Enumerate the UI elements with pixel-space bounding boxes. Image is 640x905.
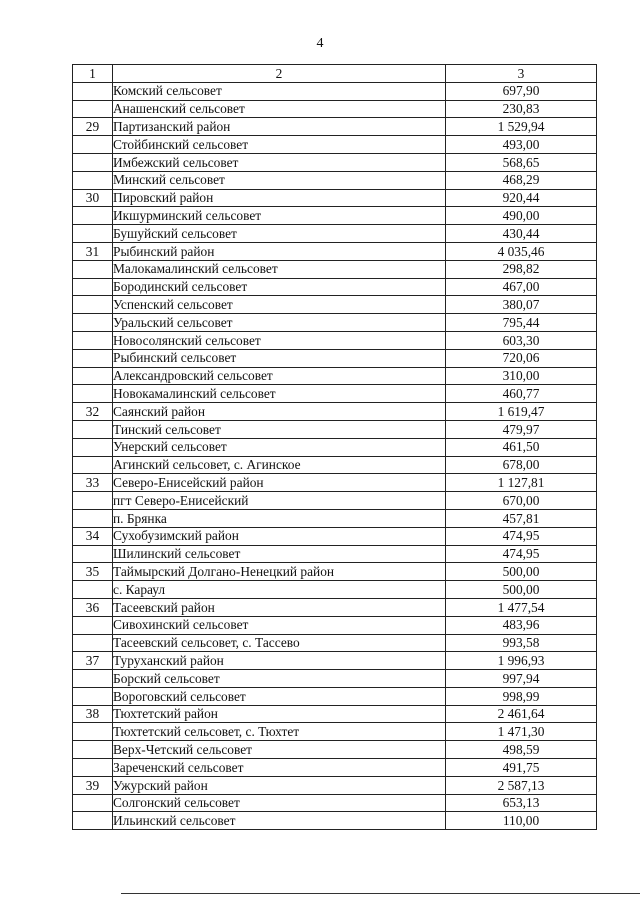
table-row [73, 545, 597, 563]
table-row [73, 367, 597, 385]
row-name: Рыбинский сельсовет [113, 349, 446, 367]
row-name: с. Караул [113, 581, 446, 599]
row-value: 1 477,54 [446, 598, 597, 616]
row-number [73, 278, 113, 296]
row-number [73, 616, 113, 634]
row-value: 1 127,81 [446, 474, 597, 492]
row-name: Бородинский сельсовет [113, 278, 446, 296]
row-name: Шилинский сельсовет [113, 545, 446, 563]
row-number [73, 349, 113, 367]
row-value: 1 619,47 [446, 403, 597, 421]
table-row [73, 456, 597, 474]
row-number [73, 687, 113, 705]
table-row [73, 759, 597, 777]
row-number [73, 296, 113, 314]
row-number [73, 314, 113, 332]
row-name: Партизанский район [113, 118, 446, 136]
row-name: Борский сельсовет [113, 670, 446, 688]
table-row [73, 670, 597, 688]
row-value: 467,00 [446, 278, 597, 296]
table-row [73, 705, 597, 723]
table-row [73, 509, 597, 527]
row-value: 653,13 [446, 794, 597, 812]
table-row [73, 225, 597, 243]
row-value: 2 587,13 [446, 776, 597, 794]
table-row [73, 492, 597, 510]
row-value: 720,06 [446, 349, 597, 367]
table-row [73, 314, 597, 332]
row-value: 430,44 [446, 225, 597, 243]
row-name: п. Брянка [113, 509, 446, 527]
row-value: 474,95 [446, 527, 597, 545]
row-number [73, 759, 113, 777]
row-name: Саянский район [113, 403, 446, 421]
row-name: Таймырский Долгано-Ненецкий район [113, 563, 446, 581]
row-number [73, 171, 113, 189]
row-number [73, 794, 113, 812]
table-row [73, 171, 597, 189]
table-row [73, 153, 597, 171]
table-row [73, 100, 597, 118]
row-name: Имбежский сельсовет [113, 153, 446, 171]
row-name: Тасеевский район [113, 598, 446, 616]
table-row [73, 563, 597, 581]
table-row [73, 296, 597, 314]
row-value: 678,00 [446, 456, 597, 474]
column-header-name: 2 [113, 65, 446, 83]
row-name: Пировский район [113, 189, 446, 207]
row-number [73, 153, 113, 171]
row-name: Тюхтетский район [113, 705, 446, 723]
table-header-row [73, 65, 597, 83]
row-value: 468,29 [446, 171, 597, 189]
row-value: 498,59 [446, 741, 597, 759]
row-number [73, 207, 113, 225]
row-name: Сивохинский сельсовет [113, 616, 446, 634]
row-number [73, 331, 113, 349]
row-name: Туруханский район [113, 652, 446, 670]
footer-divider [121, 893, 640, 894]
row-name: Тинский сельсовет [113, 420, 446, 438]
table-row [73, 420, 597, 438]
row-number [73, 82, 113, 100]
row-name: Солгонский сельсовет [113, 794, 446, 812]
table-row [73, 794, 597, 812]
row-name: Тасеевский сельсовет, с. Тассево [113, 634, 446, 652]
row-name: Малокамалинский сельсовет [113, 260, 446, 278]
row-number: 38 [73, 705, 113, 723]
row-name: Агинский сельсовет, с. Агинское [113, 456, 446, 474]
row-name: Новосолянский сельсовет [113, 331, 446, 349]
table-row [73, 723, 597, 741]
row-number [73, 812, 113, 830]
row-name: Унерский сельсовет [113, 438, 446, 456]
row-value: 920,44 [446, 189, 597, 207]
row-number [73, 581, 113, 599]
row-number: 36 [73, 598, 113, 616]
row-number: 37 [73, 652, 113, 670]
table-row [73, 242, 597, 260]
row-name: Сухобузимский район [113, 527, 446, 545]
row-number: 30 [73, 189, 113, 207]
row-value: 457,81 [446, 509, 597, 527]
page-number: 4 [316, 36, 324, 51]
row-number: 32 [73, 403, 113, 421]
row-number: 31 [73, 242, 113, 260]
table-row [73, 776, 597, 794]
row-number [73, 225, 113, 243]
table-row [73, 385, 597, 403]
row-value: 568,65 [446, 153, 597, 171]
row-name: Тюхтетский сельсовет, с. Тюхтет [113, 723, 446, 741]
row-value: 310,00 [446, 367, 597, 385]
row-number: 29 [73, 118, 113, 136]
table-row [73, 741, 597, 759]
table-row [73, 598, 597, 616]
row-value: 500,00 [446, 581, 597, 599]
row-value: 795,44 [446, 314, 597, 332]
table-row [73, 581, 597, 599]
row-name: Ужурский район [113, 776, 446, 794]
row-number: 33 [73, 474, 113, 492]
row-value: 697,90 [446, 82, 597, 100]
table-row [73, 403, 597, 421]
row-name: Новокамалинский сельсовет [113, 385, 446, 403]
row-number [73, 100, 113, 118]
row-number [73, 509, 113, 527]
row-number: 35 [73, 563, 113, 581]
row-name: Стойбинский сельсовет [113, 136, 446, 154]
row-name: Комский сельсовет [113, 82, 446, 100]
row-name: Уральский сельсовет [113, 314, 446, 332]
column-header-number: 1 [73, 65, 113, 83]
row-name: Зареченский сельсовет [113, 759, 446, 777]
row-value: 110,00 [446, 812, 597, 830]
table-row [73, 136, 597, 154]
row-value: 998,99 [446, 687, 597, 705]
row-name: Минский сельсовет [113, 171, 446, 189]
row-name: Рыбинский район [113, 242, 446, 260]
row-number: 34 [73, 527, 113, 545]
table-row [73, 82, 597, 100]
allocation-table [72, 64, 597, 830]
row-number [73, 385, 113, 403]
row-value: 491,75 [446, 759, 597, 777]
row-value: 460,77 [446, 385, 597, 403]
row-value: 380,07 [446, 296, 597, 314]
row-value: 1 529,94 [446, 118, 597, 136]
row-number: 39 [73, 776, 113, 794]
row-number [73, 438, 113, 456]
table-row [73, 474, 597, 492]
row-value: 493,00 [446, 136, 597, 154]
table-row [73, 207, 597, 225]
row-name: Александровский сельсовет [113, 367, 446, 385]
row-name: Верх-Четский сельсовет [113, 741, 446, 759]
row-name: Успенский сельсовет [113, 296, 446, 314]
table-row [73, 189, 597, 207]
row-number [73, 367, 113, 385]
row-name: Ильинский сельсовет [113, 812, 446, 830]
table-row [73, 260, 597, 278]
row-value: 483,96 [446, 616, 597, 634]
row-value: 2 461,64 [446, 705, 597, 723]
row-value: 4 035,46 [446, 242, 597, 260]
table-row [73, 278, 597, 296]
row-number [73, 492, 113, 510]
row-name: пгт Северо-Енисейский [113, 492, 446, 510]
row-number [73, 741, 113, 759]
row-value: 1 996,93 [446, 652, 597, 670]
row-value: 479,97 [446, 420, 597, 438]
row-number [73, 136, 113, 154]
table-row [73, 438, 597, 456]
row-value: 670,00 [446, 492, 597, 510]
table-row [73, 634, 597, 652]
table-row [73, 616, 597, 634]
row-name: Северо-Енисейский район [113, 474, 446, 492]
row-value: 997,94 [446, 670, 597, 688]
table-row [73, 527, 597, 545]
row-value: 603,30 [446, 331, 597, 349]
row-name: Вороговский сельсовет [113, 687, 446, 705]
row-number [73, 634, 113, 652]
table-row [73, 118, 597, 136]
row-number [73, 260, 113, 278]
row-value: 461,50 [446, 438, 597, 456]
table-row [73, 331, 597, 349]
table-row [73, 349, 597, 367]
table-row [73, 652, 597, 670]
row-value: 993,58 [446, 634, 597, 652]
row-value: 474,95 [446, 545, 597, 563]
column-header-value: 3 [446, 65, 597, 83]
row-number [73, 456, 113, 474]
row-name: Бушуйский сельсовет [113, 225, 446, 243]
row-number [73, 420, 113, 438]
row-name: Анашенский сельсовет [113, 100, 446, 118]
row-number [73, 723, 113, 741]
row-number [73, 670, 113, 688]
row-value: 230,83 [446, 100, 597, 118]
row-value: 1 471,30 [446, 723, 597, 741]
table-row [73, 687, 597, 705]
row-number [73, 545, 113, 563]
row-value: 500,00 [446, 563, 597, 581]
row-value: 298,82 [446, 260, 597, 278]
row-value: 490,00 [446, 207, 597, 225]
table-row [73, 812, 597, 830]
row-name: Икшурминский сельсовет [113, 207, 446, 225]
